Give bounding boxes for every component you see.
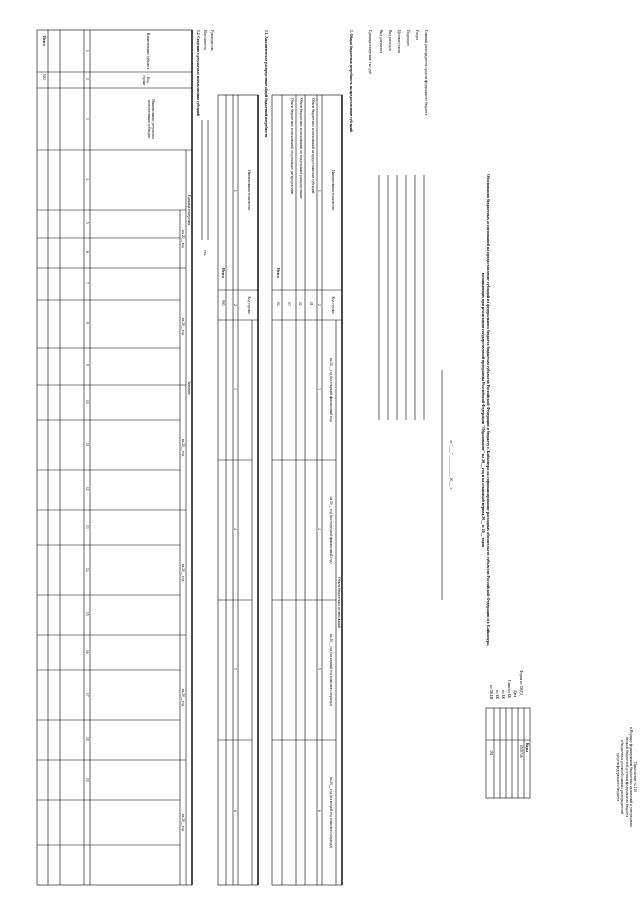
field-label: Вид документа — [379, 30, 383, 54]
table1-col-year: на 20__ год (на очередной финансовый год) — [329, 496, 333, 564]
table1-col-year: на 20__ год (на первый год планового периода) — [329, 633, 333, 707]
document-title — [481, 130, 490, 690]
table3-col-year: на 20__ год — [181, 688, 185, 707]
table3-col-year: на 20__ год — [181, 813, 185, 832]
col-number: 17 — [85, 693, 89, 697]
table3-col-year: на 20__ год — [181, 563, 185, 582]
codes-label: Глава по БК — [507, 680, 511, 699]
table1-col-name: Наименование показателя — [331, 170, 335, 210]
appendix-header — [616, 668, 637, 886]
section-title: 1.2. Сведения о результатах использования субсидий — [196, 30, 200, 116]
section-title: 1.1. Аналитическое распределение общей бюджетной потребности — [264, 30, 268, 138]
codes-label: по БК — [495, 690, 499, 700]
codes-label: Дата — [513, 690, 517, 698]
appendix-line: к Порядку формирования бюджетных назначений и утверждения — [628, 727, 633, 827]
col-number: 3 — [317, 388, 321, 390]
col-number: 12 — [85, 487, 89, 491]
table1-row-code: 01 — [309, 302, 313, 306]
title-line-2: возникающих при реализации государственной программы Российской Федерации "Образование" на 20__ год и на плановый период 20__ и 20__ годов — [481, 272, 487, 548]
appendix-line: сводной бюджетной росписи федерального бюджета — [624, 736, 629, 818]
table3-col-code: Код строки — [141, 74, 150, 86]
table1-col-code: Код строки — [331, 296, 335, 314]
col-number: 1 — [233, 190, 237, 192]
col-number: 10 — [85, 400, 89, 404]
table3-col-val: Значение — [187, 380, 191, 396]
table3-col-name: Наименование субъекта — [146, 32, 150, 70]
table2-col-code: Код строки — [247, 296, 251, 314]
table2-total-label: Итого — [221, 268, 225, 278]
footer-phone-label: тел. — [203, 250, 207, 256]
codes-label: по ОКЕИ — [489, 685, 493, 700]
col-number: 19 — [85, 778, 89, 782]
field-label: Единица измерения: тыс руб — [368, 30, 372, 74]
table2-col-name: Наименование показателя — [247, 170, 251, 210]
table1-row-name: Объем бюджетных ассигнований, не подлежащих распределению — [299, 98, 303, 199]
codes-label: по БК — [501, 690, 505, 700]
col-number: 5 — [85, 222, 89, 224]
col-number: 4 — [85, 178, 89, 180]
appendix-line: средств федерального бюджета — [616, 753, 621, 801]
table1-col-year: на 20__ год (на второй год планового периода) — [329, 776, 333, 849]
col-number: 1 — [85, 50, 89, 52]
table3-col-year: на 20__ год — [181, 438, 185, 457]
col-number: 3 — [85, 118, 89, 120]
table3-col-unit: Единица измерения — [187, 194, 191, 226]
col-number: 2 — [317, 304, 321, 306]
col-number: 4 — [233, 528, 237, 530]
table1-row-name: Объем бюджетных ассигнований, подлежащих распределению — [290, 98, 294, 195]
col-number: 2 — [85, 78, 89, 80]
footer-exec-label: Исполнитель — [203, 30, 207, 51]
col-number: 3 — [233, 388, 237, 390]
col-number: 1 — [317, 190, 321, 192]
col-number: 6 — [85, 251, 89, 253]
table1-row-code: 04 — [276, 302, 280, 306]
table3-col-year: на 20__ год — [181, 317, 185, 336]
table1-row-name: Объем бюджетных ассигнований на предоставление субсидий — [311, 98, 315, 194]
col-number: 2 — [233, 304, 237, 306]
col-number: 4 — [317, 528, 321, 530]
col-number: 14 — [85, 568, 89, 572]
table1-col-group: Объем бюджетных ассигнований — [337, 577, 341, 628]
field-label: Раздел — [415, 30, 419, 41]
col-number: 11 — [85, 443, 89, 447]
table1-row-code: 03 — [287, 302, 291, 306]
codes-value: 0505746 — [519, 745, 523, 758]
table1-row-code: 02 — [298, 302, 302, 306]
col-number: 6 — [233, 810, 237, 812]
appendix-number: Приложение № 110 — [633, 762, 637, 792]
field-label: Целевая статья — [397, 30, 401, 53]
col-number: 5 — [233, 668, 237, 670]
table3-total-label: Итого — [42, 36, 46, 46]
field-label: Подраздел — [406, 30, 410, 47]
col-number: 9 — [85, 364, 89, 366]
table1-total-label: Итого — [276, 268, 280, 278]
table1-col-year: на 20__ год (на текущий финансовый год) — [329, 357, 333, 423]
col-number: 18 — [85, 737, 89, 741]
col-number: 6 — [317, 810, 321, 812]
field-label: Главный распорядитель средств федерального бюджета — [424, 30, 428, 116]
col-number: 13 — [85, 525, 89, 529]
field-label: Вид расходов — [388, 30, 392, 51]
col-number: 16 — [85, 650, 89, 654]
table3-col-result: Наименование результата использования субсидии — [146, 99, 155, 139]
table3-total-code: 900 — [42, 74, 46, 80]
date-field: от "____" ____________ 20___ г. — [449, 440, 453, 490]
col-number: 15 — [85, 612, 89, 616]
col-number: 5 — [317, 668, 321, 670]
codes-value: 384 — [489, 750, 493, 756]
section-title: 1. Общая бюджетная потребность на предоставление субсидий — [349, 30, 353, 132]
title-line-1: Обоснования бюджетных ассигнований на предоставление субсидий из федерального бюджета бюджетам субъектов Российской Федерации и бюджету г. Байконура на софинансирование расходных обязательств субъектов Российской Федерации и г. Байконура, — [486, 174, 491, 646]
col-number: 8 — [85, 322, 89, 324]
col-number: 7 — [85, 282, 89, 284]
codes-label: Форма по ОКУД — [519, 670, 523, 696]
appendix-line: и бюджетных росписей главных распорядителей — [620, 739, 625, 815]
table3-col-year: на 20__ год — [181, 230, 185, 248]
codes-header: Коды — [525, 743, 529, 752]
footer-sign-label: Руководитель — [210, 30, 214, 51]
table2-total-code: 900 — [221, 300, 225, 306]
